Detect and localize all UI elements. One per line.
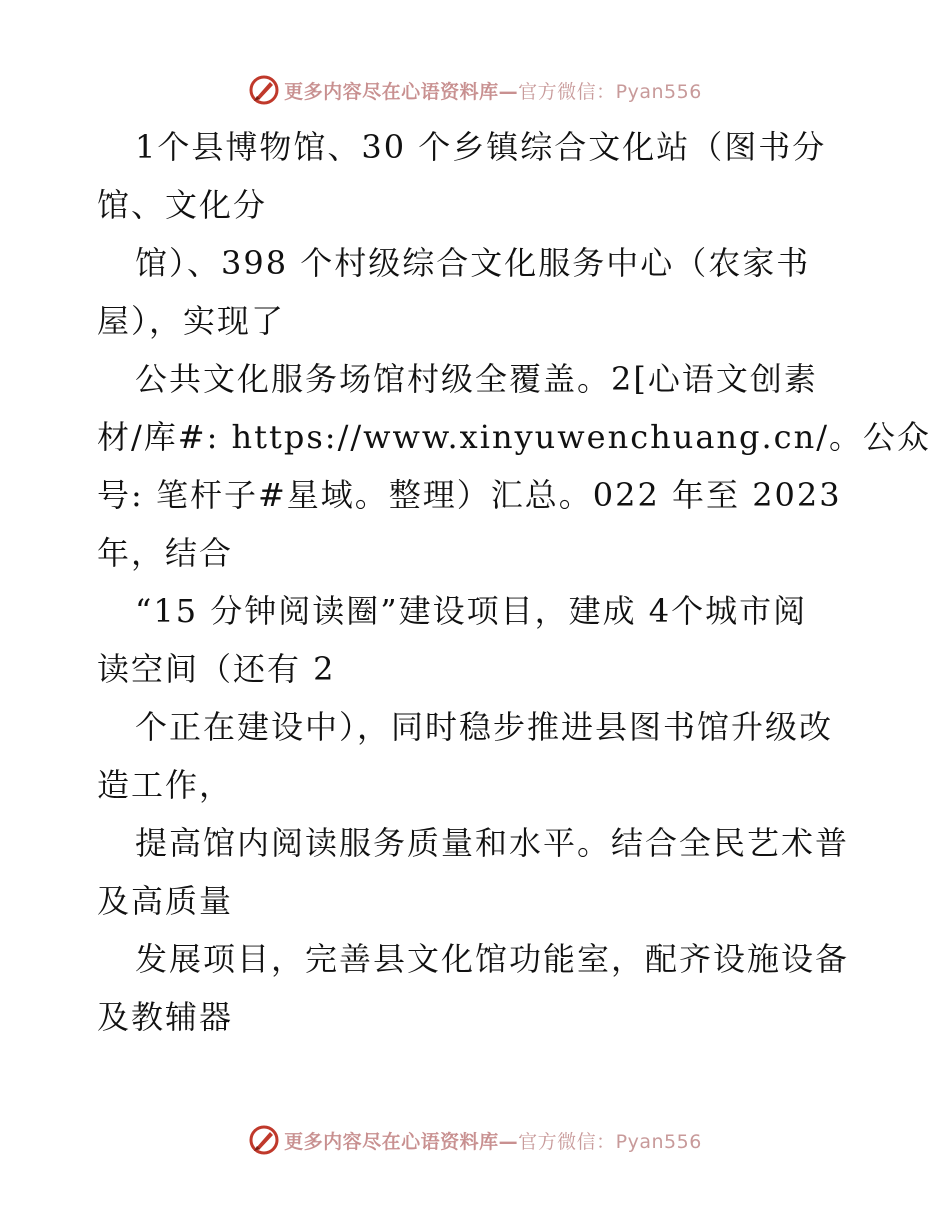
- body-line: 及高质量: [97, 882, 234, 920]
- body-line: 号: 笔杆子#星域。整理）汇总。022 年至 2023: [97, 476, 842, 514]
- header-banner-main: 更多内容尽在心语资料库—: [284, 80, 519, 103]
- body-line: 屋），实现了: [97, 302, 286, 340]
- body-line: 1个县博物馆、30 个乡镇综合文化站（图书分: [135, 128, 827, 166]
- header-banner-text: [284, 77, 702, 104]
- quill-pen-logo-icon: [248, 74, 280, 106]
- body-line: 材/库#: https://www.xinyuwenchuang.cn/。公众: [97, 418, 931, 456]
- header-banner: [0, 70, 950, 110]
- footer-banner-wechat: 官方微信：Pyan556: [518, 1130, 702, 1153]
- body-line: 馆、文化分: [97, 186, 268, 224]
- quill-pen-logo-icon: [248, 1124, 280, 1156]
- body-line: 造工作，: [97, 766, 234, 804]
- footer-banner-main: 更多内容尽在心语资料库—: [284, 1130, 519, 1153]
- document-body: [97, 118, 931, 1046]
- body-line: 发展项目，完善县文化馆功能室，配齐设施设备: [135, 940, 850, 978]
- body-line: 读空间（还有 2: [97, 650, 336, 688]
- body-line: 馆）、398 个村级综合文化服务中心（农家书: [135, 244, 811, 282]
- body-line: 公共文化服务场馆村级全覆盖。2[心语文创素: [135, 360, 818, 398]
- body-line: 个正在建设中），同时稳步推进县图书馆升级改: [135, 708, 834, 746]
- footer-banner: [0, 1120, 950, 1160]
- body-line: 提高馆内阅读服务质量和水平。结合全民艺术普: [135, 824, 850, 862]
- body-line: 及教辅器: [97, 998, 234, 1036]
- header-banner-wechat: 官方微信：Pyan556: [518, 80, 702, 103]
- footer-banner-text: [284, 1127, 702, 1154]
- body-line: “15 分钟阅读圈”建设项目，建成 4个城市阅: [135, 592, 808, 630]
- body-line: 年，结合: [97, 534, 234, 572]
